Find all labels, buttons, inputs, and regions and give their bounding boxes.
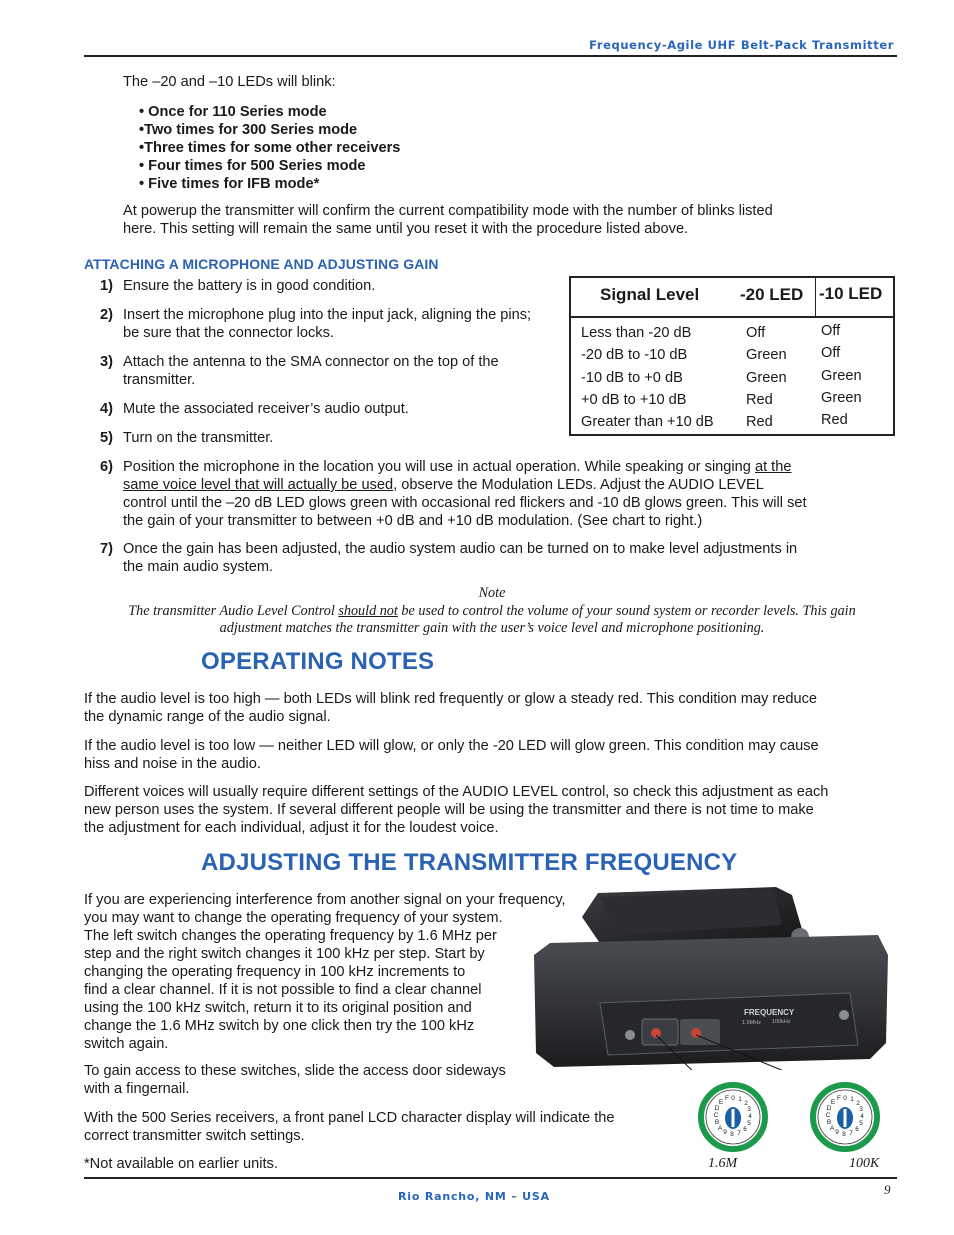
paragraph-line: step and the right switch changes it 100 kHz per step. Start by bbox=[84, 946, 485, 962]
svg-text:D: D bbox=[714, 1105, 720, 1112]
step-line: Insert the microphone plug into the input jack, aligning the pins; bbox=[123, 307, 532, 323]
svg-text:B: B bbox=[714, 1119, 720, 1126]
paragraph-line: find a clear channel. If it is not possible to find a clear channel bbox=[84, 982, 482, 998]
paragraph-line: changing the operating frequency in 100 kHz increments to bbox=[84, 964, 466, 980]
step-7 bbox=[84, 540, 904, 576]
step-number: 2) bbox=[100, 307, 113, 323]
svg-text:F: F bbox=[837, 1095, 841, 1102]
paragraph-line: If you are experiencing interference from another signal on your frequency, bbox=[84, 892, 566, 908]
control-panel bbox=[600, 993, 858, 1055]
table-column-signal-level bbox=[581, 322, 714, 433]
paragraph-line: with a fingernail. bbox=[84, 1081, 190, 1097]
paragraph-line: change the 1.6 MHz switch by one click then try the 100 kHz bbox=[84, 1018, 475, 1034]
svg-text:2: 2 bbox=[856, 1100, 860, 1107]
paragraph-line: you may want to change the operating frequency of your system. bbox=[84, 910, 503, 926]
operating-paragraph-voices bbox=[84, 783, 896, 837]
panel-sub-label: 1.6MHz bbox=[742, 1020, 761, 1026]
step-number: 4) bbox=[100, 401, 113, 417]
table-column-20-led bbox=[746, 322, 787, 433]
paragraph-line: switch again. bbox=[84, 1036, 169, 1052]
svg-text:0: 0 bbox=[731, 1095, 735, 1102]
list-item: • Four times for 500 Series mode bbox=[139, 158, 366, 174]
svg-text:A: A bbox=[717, 1125, 723, 1132]
note-line: adjustment matches the transmitter gain with the user’s voice level and microphone positioning. bbox=[219, 620, 765, 636]
section-heading-operating-notes: OPERATING NOTES bbox=[201, 648, 435, 675]
step-line: Once the gain has been adjusted, the audio system audio can be turned on to make level adjustments in bbox=[123, 541, 798, 557]
running-header: Frequency-Agile UHF Belt-Pack Transmitter bbox=[589, 38, 894, 52]
table-header-20-led: -20 LED bbox=[740, 285, 804, 304]
page-number: 9 bbox=[884, 1182, 891, 1197]
svg-text:6: 6 bbox=[855, 1126, 859, 1133]
svg-text:4: 4 bbox=[748, 1113, 752, 1120]
table-column-10-led bbox=[821, 320, 862, 431]
dial-1-6mhz-icon bbox=[697, 1081, 769, 1153]
step-6 bbox=[84, 458, 904, 530]
step-number: 7) bbox=[100, 541, 113, 557]
table-cell: Green bbox=[746, 369, 787, 386]
table-cell: Greater than +10 dB bbox=[581, 414, 714, 431]
paragraph-line: If the audio level is too low — neither LED will glow, or only the -20 LED will glow green. This condition may cause bbox=[84, 738, 819, 754]
step-text: Mute the associated receiver’s audio output. bbox=[123, 401, 409, 417]
table-cell: Less than -20 dB bbox=[581, 325, 692, 341]
footer-location: Rio Rancho, NM – USA bbox=[398, 1190, 550, 1203]
led-level-table bbox=[569, 276, 895, 436]
blink-intro: The –20 and –10 LEDs will blink: bbox=[123, 74, 336, 90]
svg-text:C: C bbox=[713, 1112, 719, 1119]
svg-text:1: 1 bbox=[738, 1096, 742, 1103]
table-cell: Off bbox=[821, 323, 841, 339]
svg-text:E: E bbox=[830, 1099, 836, 1106]
step-text bbox=[123, 306, 531, 342]
step-text bbox=[123, 540, 903, 576]
table-cell: Green bbox=[821, 389, 862, 406]
paragraph-line: At powerup the transmitter will confirm the current compatibility mode with the number of blinks listed bbox=[123, 203, 773, 219]
table-cell: +0 dB to +10 dB bbox=[581, 391, 687, 408]
svg-text:8: 8 bbox=[730, 1131, 734, 1138]
svg-text:9: 9 bbox=[723, 1129, 727, 1136]
gain-note bbox=[84, 585, 900, 638]
section-heading-attach: ATTACHING A MICROPHONE AND ADJUSTING GAIN bbox=[84, 256, 439, 272]
note-text-run: The transmitter Audio Level Control bbox=[128, 602, 339, 619]
step-number: 5) bbox=[100, 430, 113, 446]
powerup-paragraph bbox=[123, 202, 773, 238]
blink-mode-list bbox=[139, 103, 400, 193]
step-number: 6) bbox=[100, 459, 113, 475]
paragraph-line: the dynamic range of the audio signal. bbox=[84, 709, 331, 725]
paragraph-line: To gain access to these switches, slide the access door sideways bbox=[84, 1063, 506, 1079]
freq-switch-left bbox=[651, 1028, 661, 1038]
svg-text:3: 3 bbox=[747, 1106, 751, 1113]
dial-100khz-icon bbox=[809, 1081, 881, 1153]
dial-left-label: 1.6M bbox=[708, 1156, 738, 1171]
table-cell: Green bbox=[746, 347, 787, 364]
step-line: transmitter. bbox=[123, 372, 196, 388]
header-rule bbox=[84, 55, 897, 57]
step-text: Ensure the battery is in good condition. bbox=[123, 278, 376, 294]
underlined-text: should not bbox=[338, 602, 398, 619]
step-line: the main audio system. bbox=[123, 559, 274, 575]
paragraph-line: If the audio level is too high — both LEDs will blink red frequently or glow a steady red. This condition may reduce bbox=[84, 691, 818, 707]
note-title: Note bbox=[478, 585, 506, 601]
table-cell: Off bbox=[746, 325, 766, 341]
svg-text:5: 5 bbox=[859, 1120, 863, 1127]
svg-text:2: 2 bbox=[744, 1100, 748, 1107]
table-cell: Red bbox=[746, 414, 773, 431]
list-item: •Two times for 300 Series mode bbox=[139, 122, 358, 138]
footnote: *Not available on earlier units. bbox=[84, 1156, 278, 1172]
table-cell: Off bbox=[821, 345, 841, 362]
frequency-paragraph-500series bbox=[84, 1109, 684, 1145]
svg-text:D: D bbox=[826, 1105, 832, 1112]
underlined-text: same voice level that will actually be used bbox=[123, 477, 394, 493]
svg-text:0: 0 bbox=[843, 1095, 847, 1102]
frequency-paragraph-access bbox=[84, 1062, 554, 1098]
operating-paragraph-low bbox=[84, 737, 896, 773]
table-cell: Green bbox=[821, 367, 862, 384]
screw-icon bbox=[625, 1030, 635, 1040]
step-line: the gain of your transmitter to between +0 dB and +10 dB modulation. (See chart to right.) bbox=[123, 513, 703, 529]
step-line bbox=[123, 458, 903, 476]
step-text: Turn on the transmitter. bbox=[123, 430, 274, 446]
table-header-signal-level: Signal Level bbox=[600, 285, 700, 304]
svg-text:6: 6 bbox=[743, 1126, 747, 1133]
step-number: 1) bbox=[100, 278, 113, 294]
step-text bbox=[123, 458, 903, 530]
step-line: Attach the antenna to the SMA connector on the top of the bbox=[123, 354, 499, 370]
screw-icon bbox=[839, 1010, 849, 1020]
paragraph-line: new person uses the system. If several different people will be using the transmitter and there is not time to make bbox=[84, 802, 814, 818]
dial-right-label: 100K bbox=[849, 1156, 880, 1171]
paragraph-line: here. This setting will remain the same until you reset it with the procedure listed above. bbox=[123, 221, 689, 237]
step-line bbox=[123, 476, 903, 494]
paragraph-line: using the 100 kHz switch, return it to its original position and bbox=[84, 1000, 472, 1016]
table-header-10-led: -10 LED bbox=[819, 284, 883, 303]
step-number: 3) bbox=[100, 354, 113, 370]
list-item: • Five times for IFB mode* bbox=[139, 176, 320, 192]
step-line: control until the –20 dB LED glows green with occasional red flickers and -10 dB glows green. This will set bbox=[123, 495, 807, 511]
svg-text:B: B bbox=[826, 1119, 832, 1126]
table-cell: -10 dB to +0 dB bbox=[581, 369, 683, 386]
paragraph-line: The left switch changes the operating frequency by 1.6 MHz per bbox=[84, 928, 497, 944]
table-cell: Red bbox=[746, 391, 773, 408]
paragraph-line: Different voices will usually require different settings of the AUDIO LEVEL control, so check this adjustment as each bbox=[84, 784, 829, 800]
note-text-run: be used to control the volume of your sound system or recorder levels. This gain bbox=[397, 602, 856, 619]
step-text bbox=[123, 353, 499, 389]
footer-rule bbox=[84, 1177, 897, 1179]
svg-text:7: 7 bbox=[737, 1130, 741, 1137]
svg-text:1: 1 bbox=[850, 1096, 854, 1103]
table-cell: Red bbox=[821, 412, 848, 429]
operating-paragraph-high bbox=[84, 690, 896, 726]
svg-text:A: A bbox=[829, 1125, 835, 1132]
panel-label: FREQUENCY bbox=[744, 1008, 795, 1017]
transmitter-illustration bbox=[530, 885, 890, 1070]
paragraph-line: correct transmitter switch settings. bbox=[84, 1128, 305, 1144]
svg-text:C: C bbox=[825, 1112, 831, 1119]
svg-text:E: E bbox=[718, 1099, 724, 1106]
list-item: •Three times for some other receivers bbox=[139, 140, 401, 156]
note-line bbox=[84, 603, 900, 621]
table-cell: -20 dB to -10 dB bbox=[581, 347, 688, 364]
list-item: • Once for 110 Series mode bbox=[139, 104, 327, 120]
paragraph-line: hiss and noise in the audio. bbox=[84, 756, 261, 772]
step-text-run: Position the microphone in the location you will use in actual operation. While speaking or singing bbox=[123, 459, 755, 475]
svg-text:7: 7 bbox=[849, 1130, 853, 1137]
svg-text:8: 8 bbox=[842, 1131, 846, 1138]
step-line: be sure that the connector locks. bbox=[123, 325, 334, 341]
section-heading-frequency: ADJUSTING THE TRANSMITTER FREQUENCY bbox=[201, 849, 738, 876]
paragraph-line: the adjustment for each individual, adjust it for the loudest voice. bbox=[84, 820, 499, 836]
svg-text:9: 9 bbox=[835, 1129, 839, 1136]
panel-sub-label: 100kHz bbox=[772, 1019, 791, 1025]
table-header-rule bbox=[571, 316, 893, 318]
svg-text:5: 5 bbox=[747, 1120, 751, 1127]
step-text-run: , observe the Modulation LEDs. Adjust the AUDIO LEVEL bbox=[393, 477, 764, 493]
svg-text:F: F bbox=[725, 1095, 729, 1102]
paragraph-line: With the 500 Series receivers, a front panel LCD character display will indicate the bbox=[84, 1110, 615, 1126]
underlined-text: at the bbox=[754, 459, 792, 475]
table-divider bbox=[815, 278, 816, 316]
svg-text:4: 4 bbox=[860, 1113, 864, 1120]
svg-text:3: 3 bbox=[859, 1106, 863, 1113]
